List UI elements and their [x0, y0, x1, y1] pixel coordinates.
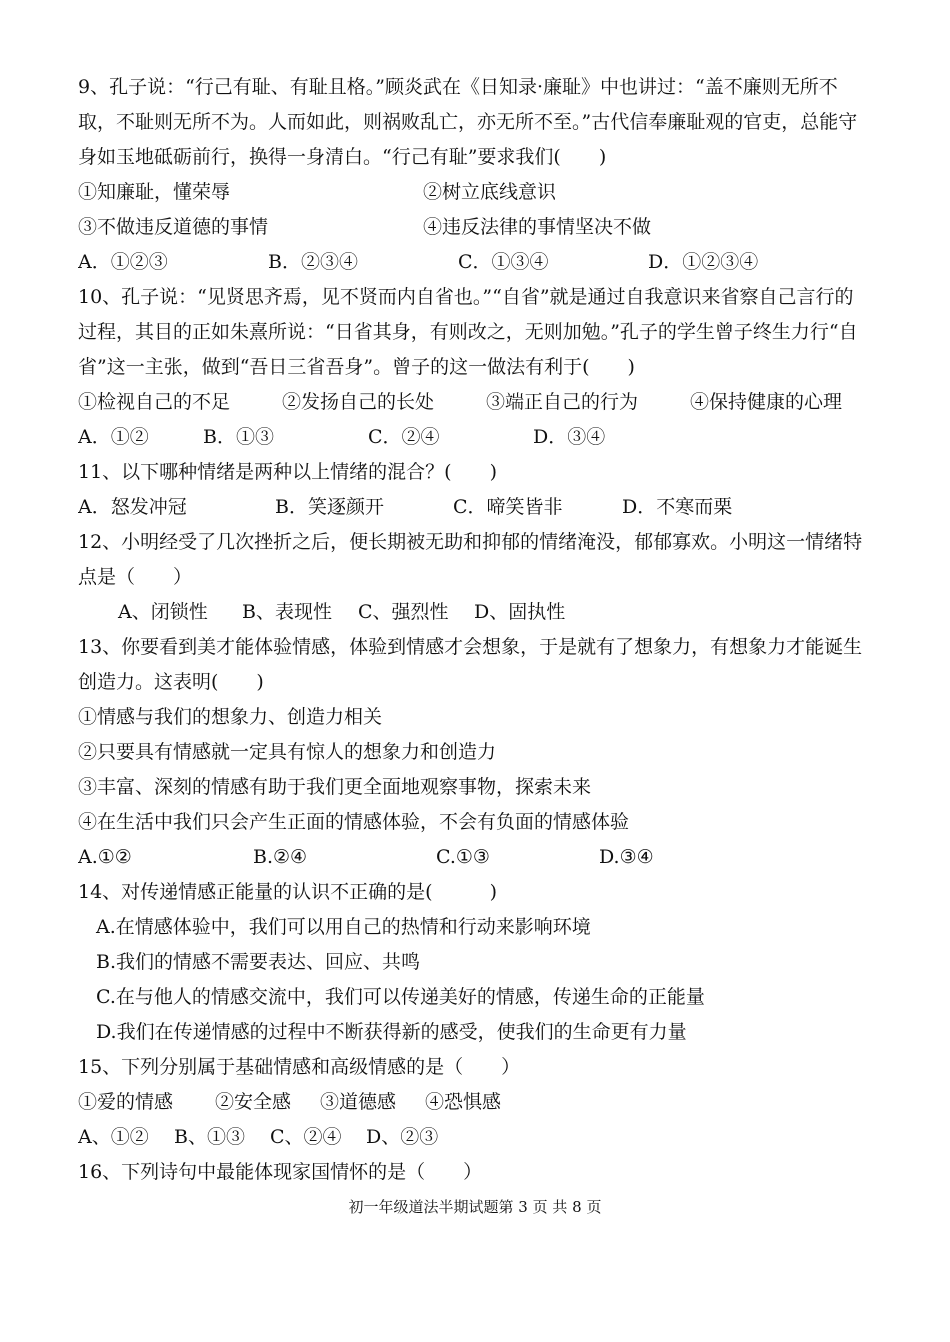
page-footer: 初一年级道法半期试题第 3 页 共 8 页 — [348, 1198, 602, 1216]
question-stem: 14、对传递情感正能量的认识不正确的是( ) — [78, 881, 498, 903]
question-stem: 11、以下哪种情绪是两种以上情绪的混合？( ) — [78, 461, 498, 483]
option-item: ②发扬自己的长处 — [282, 391, 435, 413]
answer-choices — [78, 840, 878, 875]
answer-choices — [78, 245, 878, 280]
choice-c: C．①③④ — [458, 251, 549, 273]
option-item: ③丰富、深刻的情感有助于我们更全面地观察事物，探索未来 — [78, 776, 592, 798]
question-stem-line: 创造力。这表明( ) — [78, 671, 264, 693]
question-stem-line: 10、孔子说：“见贤思齐焉，见不贤而内自省也。”“自省”就是通过自我意识来省察自己言行的 — [78, 286, 854, 308]
option-item: ③不做违反道德的事情 — [78, 216, 269, 238]
option-item: ①检视自己的不足 — [78, 391, 231, 413]
question-list — [78, 70, 878, 1190]
answer-choices — [78, 595, 878, 630]
choice-c: C.①③ — [436, 846, 490, 868]
question-15 — [78, 1050, 878, 1155]
option-item: ④保持健康的心理 — [690, 391, 843, 413]
answer-choices — [78, 490, 878, 525]
option-item: ②只要具有情感就一定具有惊人的想象力和创造力 — [78, 741, 497, 763]
question-16 — [78, 1155, 878, 1190]
choice-d: D、固执性 — [474, 601, 566, 623]
choice-a: A．怒发冲冠 — [78, 496, 187, 518]
option-item: ②树立底线意识 — [423, 181, 557, 203]
question-14 — [78, 875, 878, 1050]
choice-a: A．①②③ — [78, 251, 168, 273]
choice-d: D.③④ — [599, 846, 654, 868]
question-stem-line: 9、孔子说：“行己有耻、有耻且格。”顾炎武在《日知录·廉耻》中也讲过：“盖不廉则无所不 — [78, 76, 838, 98]
choice-c: C．②④ — [368, 426, 440, 448]
choice-c: C．啼笑皆非 — [453, 496, 563, 518]
choice-d: D．③④ — [533, 426, 606, 448]
question-13 — [78, 630, 878, 875]
option-item: ④恐惧感 — [425, 1091, 502, 1113]
answer-choices — [78, 420, 878, 455]
choice-d: D.我们在传递情感的过程中不断获得新的感受，使我们的生命更有力量 — [96, 1021, 687, 1043]
choice-b: B．笑逐颜开 — [275, 496, 384, 518]
choice-b: B、①③ — [174, 1126, 245, 1148]
question-stem-line: 过程，其目的正如朱熹所说：“日省其身，有则改之，无则加勉。”孔子的学生曾子终生力行“自 — [78, 321, 858, 343]
option-item: ②安全感 — [215, 1091, 292, 1113]
answer-choices — [78, 1120, 878, 1155]
question-9 — [78, 70, 878, 280]
question-stem-line: 取，不耻则无所不为。人而如此，则祸败乱亡，亦无所不至。”古代信奉廉耻观的官吏，总能守 — [78, 111, 858, 133]
choice-d: D．①②③④ — [648, 251, 759, 273]
choice-a: A.①② — [78, 846, 132, 868]
choice-b: B.②④ — [253, 846, 308, 868]
choice-c: C.在与他人的情感交流中，我们可以传递美好的情感，传递生命的正能量 — [96, 986, 705, 1008]
question-10 — [78, 280, 878, 455]
question-stem-line: 省”这一主张，做到“吾日三省吾身”。曾子的这一做法有利于( ) — [78, 356, 635, 378]
option-items-row — [78, 1085, 878, 1120]
choice-b: B．①③ — [203, 426, 274, 448]
choice-a: A.在情感体验中，我们可以用自己的热情和行动来影响环境 — [96, 916, 591, 938]
choice-c: C、强烈性 — [358, 601, 449, 623]
option-items-row — [78, 210, 878, 245]
choice-b: B．②③④ — [268, 251, 358, 273]
choice-a: A、①② — [78, 1126, 149, 1148]
choice-a: A．①② — [78, 426, 149, 448]
choice-b: B.我们的情感不需要表达、回应、共鸣 — [96, 951, 421, 973]
choice-c: C、②④ — [270, 1126, 342, 1148]
option-items-row — [78, 175, 878, 210]
option-item: ①爱的情感 — [78, 1091, 174, 1113]
choice-b: B、表现性 — [242, 601, 332, 623]
option-item: ④违反法律的事情坚决不做 — [423, 216, 652, 238]
option-item: ①情感与我们的想象力、创造力相关 — [78, 706, 383, 728]
question-11 — [78, 455, 878, 525]
option-item: ③道德感 — [320, 1091, 397, 1113]
question-stem-line: 13、你要看到美才能体验情感，体验到情感才会想象，于是就有了想象力，有想象力才能诞生 — [78, 636, 863, 658]
option-item: ③端正自己的行为 — [486, 391, 639, 413]
option-item: ④在生活中我们只会产生正面的情感体验，不会有负面的情感体验 — [78, 811, 630, 833]
option-items-row — [78, 385, 878, 420]
question-stem-line: 12、小明经受了几次挫折之后，便长期被无助和抑郁的情绪淹没，郁郁寡欢。小明这一情绪特 — [78, 531, 863, 553]
option-item: ①知廉耻，懂荣辱 — [78, 181, 231, 203]
choice-d: D．不寒而栗 — [622, 496, 733, 518]
question-stem: 16、下列诗句中最能体现家国情怀的是（ ） — [78, 1161, 483, 1183]
question-stem: 15、下列分别属于基础情感和高级情感的是（ ） — [78, 1056, 521, 1078]
question-stem-line: 点是（ ） — [78, 566, 193, 588]
question-stem-line: 身如玉地砥砺前行，换得一身清白。“行己有耻”要求我们( ) — [78, 146, 607, 168]
choice-d: D、②③ — [366, 1126, 439, 1148]
choice-a: A、闭锁性 — [118, 601, 208, 623]
question-12 — [78, 525, 878, 630]
